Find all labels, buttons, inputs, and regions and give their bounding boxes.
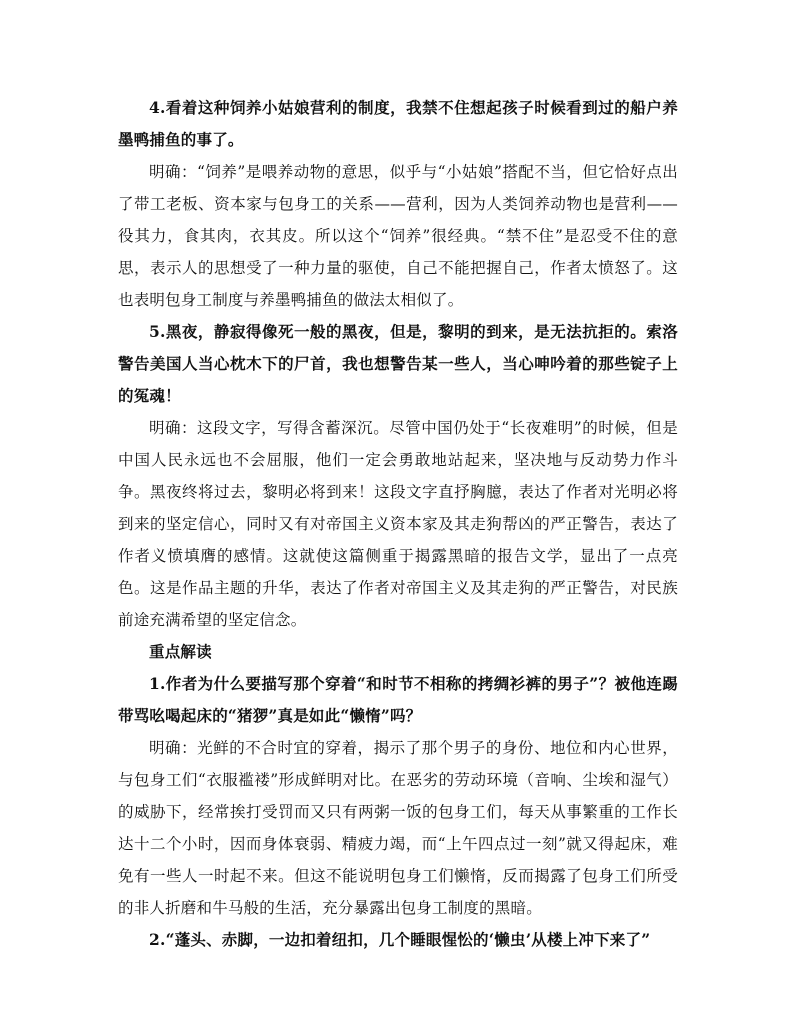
answer-paragraph-4: 明确：“饲养”是喂养动物的意思，似乎与“小姑娘”搭配不当，但它恰好点出了带工老板、资本家与包身工的关系——营利，因为人类饲养动物也是营利——役其力，食其肉，衣其皮。所以这个“饲养”很经典。“禁不住”是忍受不住的意思，表示人的思想受了一种力量的驱使，自己不能把握自己，作者太愤怒了。这也表明包身工制度与养墨鸭捕鱼的做法太相似了。: [118, 163, 678, 309]
section-heading: 重点解读: [149, 642, 212, 661]
question-paragraph-4: 4.看着这种饲养小姑娘营利的制度，我禁不住想起孩子时候看到过的船户养墨鸭捕鱼的事了。: [118, 98, 678, 149]
question-paragraph-key-1: 1.作者为什么要描写那个穿着“和时节不相称的拷绸衫裤的男子”？被他连踢带骂吆喝起床的“猪猡”真是如此“懒惰”吗？: [118, 674, 678, 725]
question-paragraph-key-2: 2.“蓬头、赤脚，一边扣着纽扣，几个睡眼惺忪的‘懒虫’从楼上冲下来了”: [149, 930, 651, 949]
answer-paragraph-5: 明确：这段文字，写得含蓄深沉。尽管中国仍处于“长夜难明”的时候，但是中国人民永远也不会屈服，他们一定会勇敢地站起来，坚决地与反动势力作斗争。黑夜终将过去，黎明必将到来！这段文字直抒胸臆，表达了作者对光明必将到来的坚定信心，同时又有对帝国主义资本家及其走狗帮凶的严正警告，表达了作者义愤填膺的感情。这就使这篇侧重于揭露黑暗的报告文学，显出了一点亮色。这是作品主题的升华，表达了作者对帝国主义及其走狗的严正警告，对民族前途充满希望的坚定信念。: [118, 419, 678, 629]
answer-paragraph-key-1: 明确：光鲜的不合时宜的穿着，揭示了那个男子的身份、地位和内心世界，与包身工们“衣服褴褛”形成鲜明对比。在恶劣的劳动环境（音响、尘埃和湿气）的威胁下，经常挨打受罚而又只有两粥一饭的包身工们，每天从事繁重的工作长达十二个小时，因而身体衰弱、精疲力竭，而“上午四点过一刻”就又得起床，难免有一些人一时起不来。但这不能说明包身工们懒惰，反而揭露了包身工们所受的非人折磨和牛马般的生活，充分暴露出包身工制度的黑暗。: [118, 739, 678, 917]
question-paragraph-5: 5.黑夜，静寂得像死一般的黑夜，但是，黎明的到来，是无法抗拒的。索洛警告美国人当心枕木下的尸首，我也想警告某一些人，当心呻吟着的那些锭子上的冤魂！: [118, 322, 678, 405]
document-page: [118, 92, 678, 956]
